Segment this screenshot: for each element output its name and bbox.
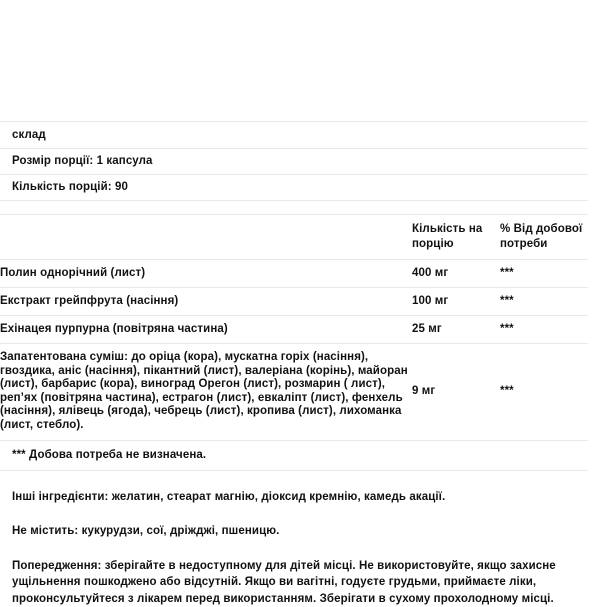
ingredient-daily-value: *** — [500, 344, 588, 441]
table-row — [0, 344, 588, 441]
proprietary-blend-text: Запатентована суміш: до оріца (кора), мускатна горіх (насіння), гвоздика, аніс (насіння), пікантний (лист), валеріана (корінь), майоран (лист), барбарис (кора), виноград Орегон (лист), розмарин ( лист), реп’ях (повітряна частина), естрагон (лист), евкаліпт (лист), фенхель (насіння), ялівець (ягода), чебрець (лист), кропива (лист), лихоманка (лист, стебло). — [0, 351, 408, 431]
serving-size-row: Розмір порції: 1 капсула — [12, 155, 153, 167]
ingredient-amount: 100 мг — [412, 288, 500, 316]
ingredient-amount: 25 мг — [412, 316, 500, 344]
ingredient-daily-value: *** — [500, 316, 588, 344]
table-row — [0, 316, 588, 344]
servings-per-container-row: Кількість порцій: 90 — [12, 181, 128, 193]
table-row — [0, 288, 588, 316]
daily-value-footnote: *** Добова потреба не визначена. — [0, 441, 588, 471]
ingredient-amount: 400 мг — [412, 260, 500, 288]
other-ingredients-paragraph: Інші інгредієнти: желатин, стеарат магнію, діоксид кремнію, камедь акації. — [12, 490, 446, 503]
column-header-percent-daily-value: % Від добової потреби — [500, 215, 588, 260]
ingredient-name: Ехінацея пурпурна (повітряна частина) — [0, 316, 412, 344]
table-header-row — [0, 215, 588, 260]
column-header-ingredient — [0, 215, 412, 260]
section-gap — [0, 201, 600, 214]
proprietary-blend-name — [0, 344, 412, 441]
panel-title: склад — [12, 129, 46, 141]
column-header-amount-per-serving: Кількість на порцію — [412, 215, 500, 260]
warning-paragraph: Попередження: зберігайте в недоступному для дітей місці. Не використовуйте, якщо захисне ущільнення пошкоджено або відсутній. Якщо ви вагітні, годуєте грудьми, приймаєте ліки, проконсультуйтеся з лікарем перед використанням. Зберігати в сухому прохолодному місці. — [12, 559, 556, 605]
supplement-facts-table — [0, 214, 588, 441]
table-body — [0, 260, 588, 441]
free-from-paragraph: Не містить: кукурудзи, сої, дріжджі, пшеницю. — [12, 524, 280, 537]
serving-info-block — [0, 0, 600, 201]
ingredient-amount: 9 мг — [412, 344, 500, 441]
table-row — [0, 260, 588, 288]
ingredient-daily-value: *** — [500, 288, 588, 316]
ingredient-name: Полин однорічний (лист) — [0, 260, 412, 288]
ingredient-daily-value: *** — [500, 260, 588, 288]
table-header — [0, 215, 588, 260]
ingredient-name: Екстракт грейпфрута (насіння) — [0, 288, 412, 316]
